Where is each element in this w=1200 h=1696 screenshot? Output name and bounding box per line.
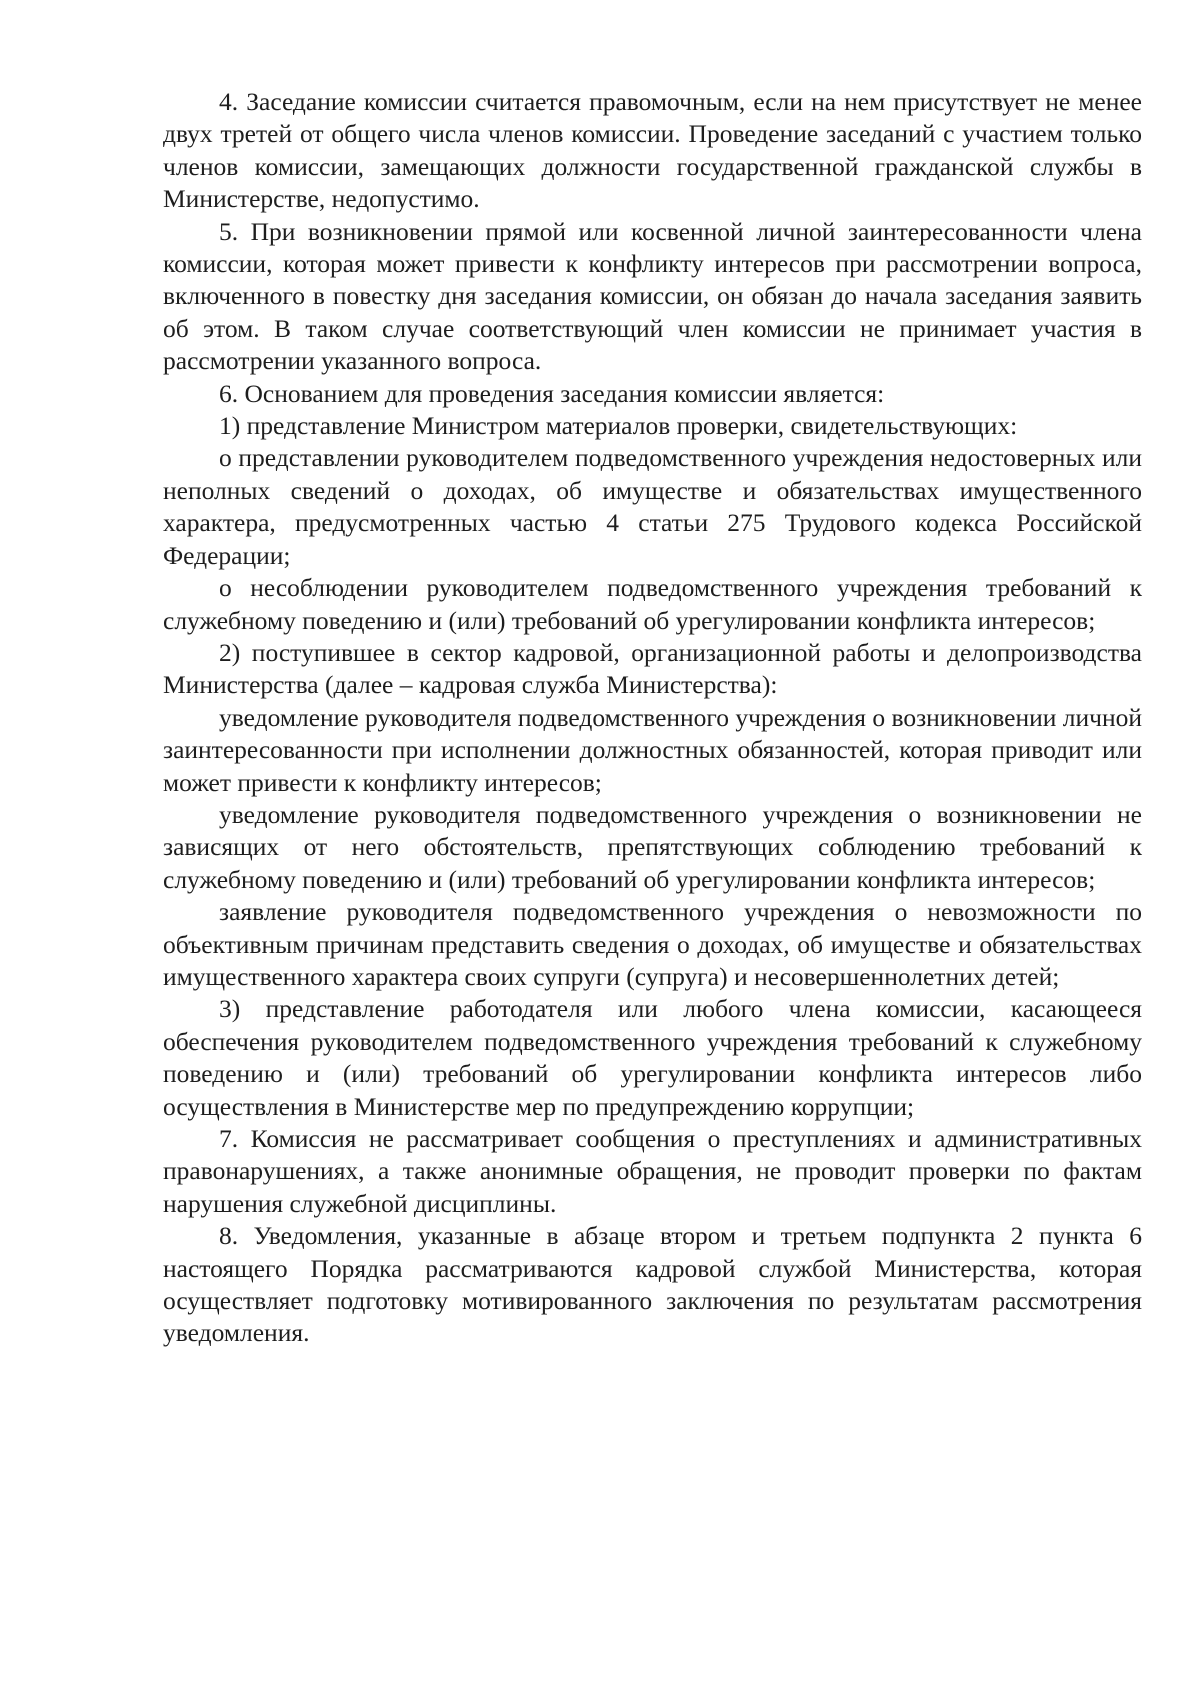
paragraph-7-exclusions: 7. Комиссия не рассматривает сообщения о преступлениях и административных правонарушениях, а также анонимные обращения, не проводит проверки по фактам нарушения служебной дисциплины. — [163, 1124, 1142, 1218]
paragraph-6-3-employer-submission: 3) представление работодателя или любого члена комиссии, касающееся обеспечения руководителем подведомственного учреждения требований к служебному поведению и (или) требований об урегулировании конфликта интересов либо осуществления в Министерстве мер по предупреждению коррупции; — [163, 994, 1142, 1121]
paragraph-6-1-false-income-info: о представлении руководителем подведомственного учреждения недостоверных или неполных сведений о доходах, об имуществе и обязательствах имущественного характера, предусмотренных частью 4 статьи 275 Трудового кодекса Российской Федерации; — [163, 443, 1142, 570]
document-body — [163, 86, 1142, 1350]
paragraph-6-2-circumstances-notice: уведомление руководителя подведомственного учреждения о возникновении не зависящих от него обстоятельств, препятствующих соблюдению требований к служебному поведению и (или) требований об урегулировании конфликта интересов; — [163, 799, 1142, 894]
paragraph-5-conflict-of-interest: 5. При возникновении прямой или косвенной личной заинтересованности члена комиссии, которая может привести к конфликту интересов при рассмотрении вопроса, включенного в повестку дня заседания комиссии, он обязан до начала заседания заявить об этом. В таком случае соответствующий член комиссии не принимает участия в рассмотрении указанного вопроса. — [163, 216, 1142, 376]
paragraph-6-grounds: 6. Основанием для проведения заседания комиссии является: — [219, 378, 885, 408]
paragraph-4-quorum: 4. Заседание комиссии считается правомочным, если на нем присутствует не менее двух третей от общего числа членов комиссии. Проведение заседаний с участием только членов комиссии, замещающих должности государственной гражданской службы в Министерстве, недопустимо. — [163, 87, 1142, 214]
paragraph-8-notifications: 8. Уведомления, указанные в абзаце втором и третьем подпункта 2 пункта 6 настоящего Порядка рассматриваются кадровой службой Министерства, которая осуществляет подготовку мотивированного заключения по результатам рассмотрения уведомления. — [163, 1221, 1142, 1348]
paragraph-6-1-minister-submission: 1) представление Министром материалов проверки, свидетельствующих: — [219, 411, 1018, 441]
paragraph-6-2-statement: заявление руководителя подведомственного учреждения о невозможности по объективным причинам представить сведения о доходах, об имуществе и обязательствах имущественного характера своих супруги (супруга) и несовершеннолетних детей; — [163, 897, 1142, 991]
paragraph-6-1-non-compliance: о несоблюдении руководителем подведомственного учреждения требований к служебному поведению и (или) требований об урегулировании конфликта интересов; — [163, 573, 1142, 635]
paragraph-6-2-interest-notice: уведомление руководителя подведомственного учреждения о возникновении личной заинтересованности при исполнении должностных обязанностей, которая приводит или может привести к конфликту интересов; — [163, 702, 1142, 797]
paragraph-6-2-personnel-sector: 2) поступившее в сектор кадровой, организационной работы и делопроизводства Министерства (далее – кадровая служба Министерства): — [163, 637, 1142, 700]
